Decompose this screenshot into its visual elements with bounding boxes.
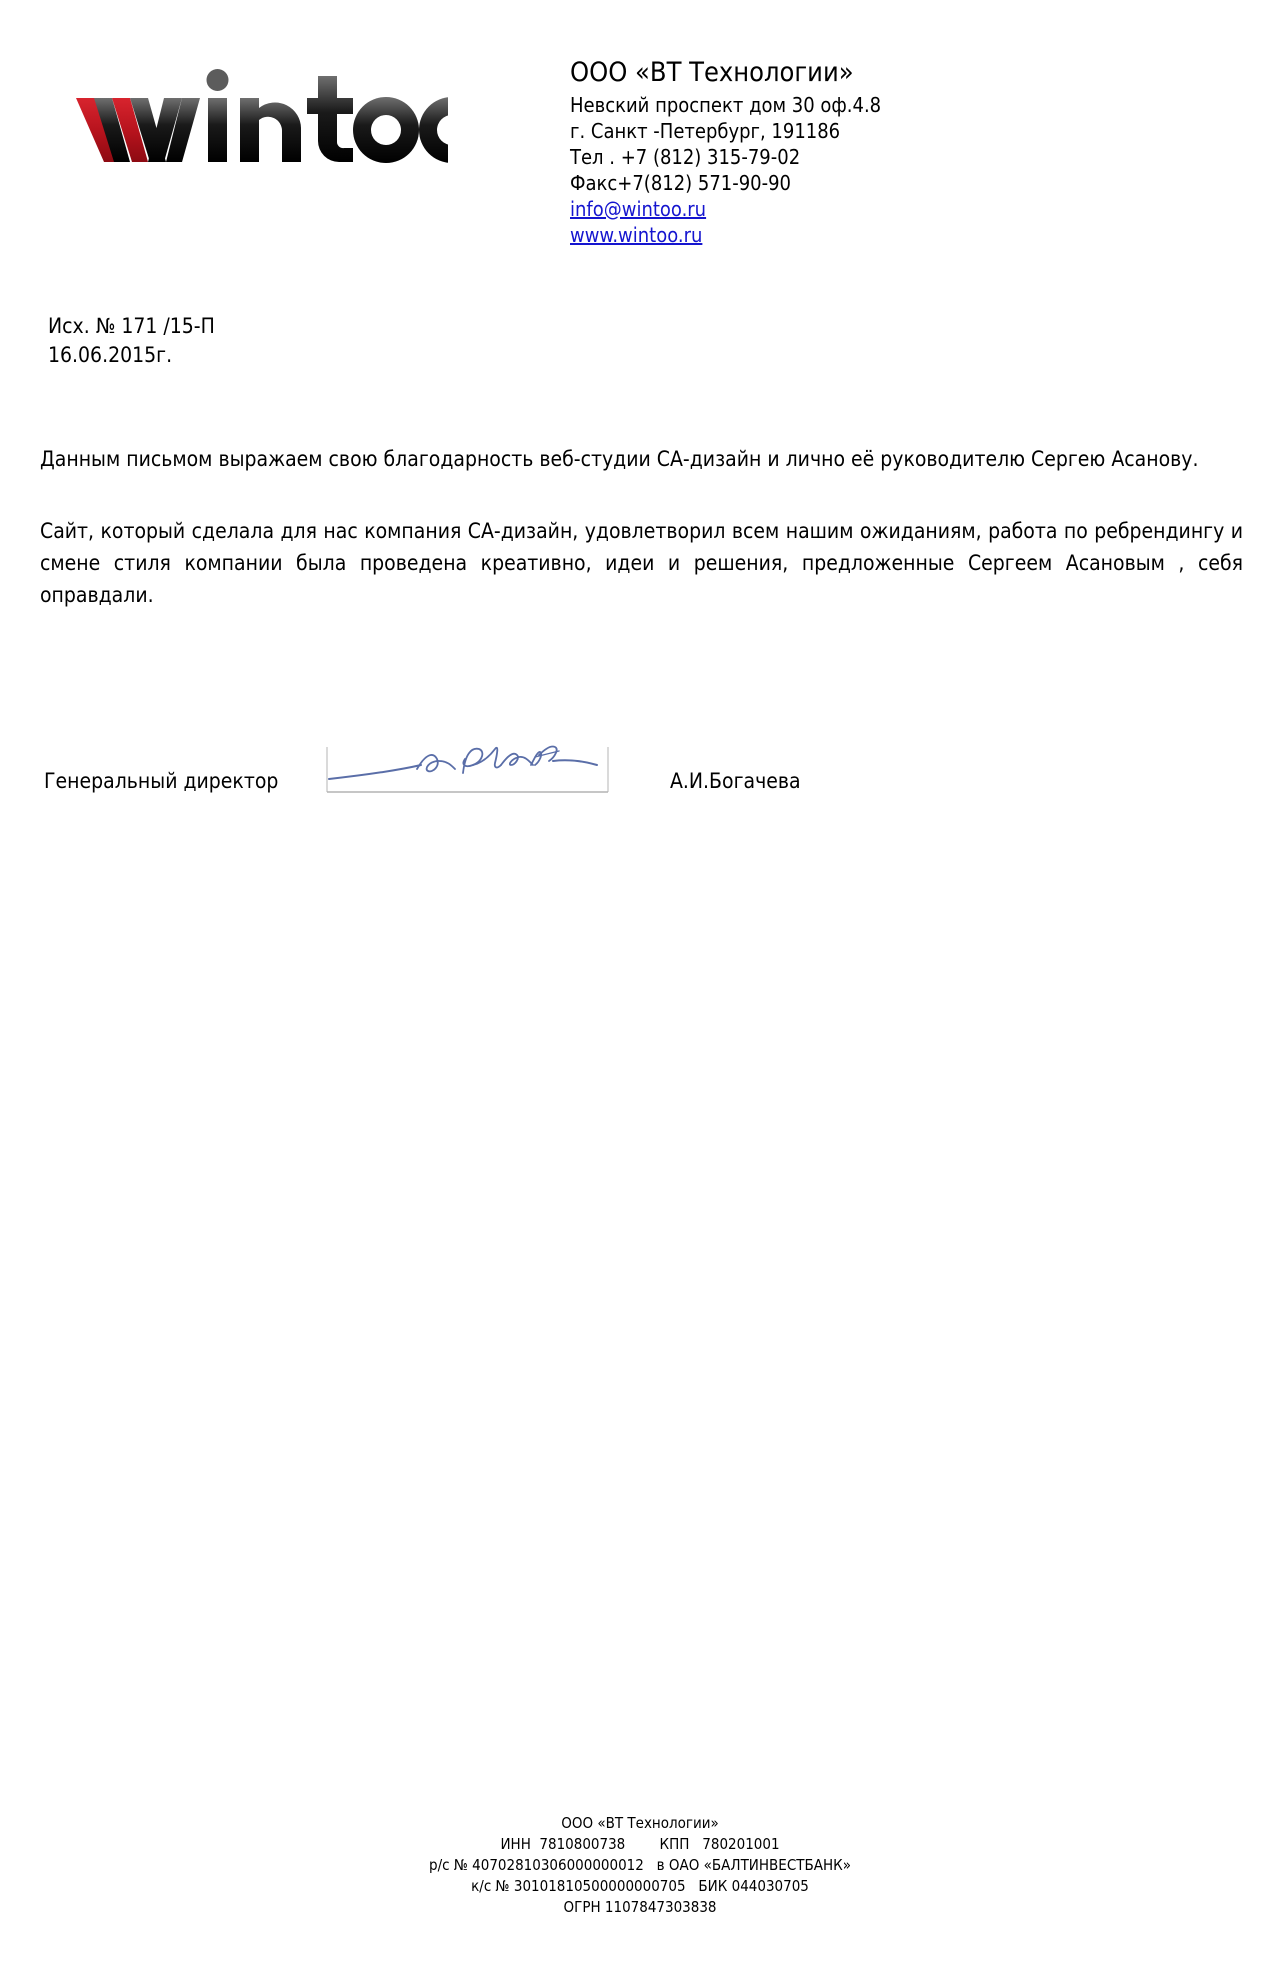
footer-company-name: ООО «ВТ Технологии» (561, 1814, 719, 1832)
letter-date: 16.06.2015г. (48, 343, 173, 367)
wintoo-logo-icon (68, 58, 448, 168)
company-address-line-2: г. Санкт -Петербург, 191186 (570, 119, 841, 143)
paragraph-spacer (40, 475, 1243, 515)
signatory-name: А.И.Богачева (670, 769, 801, 793)
handwritten-signature-icon (325, 735, 610, 797)
body-paragraph-1: Данным письмом выражаем свою благодарность веб-студии СА-дизайн и лично её руководителю Сергею Асанову. (40, 447, 1199, 471)
company-phone: Тел . +7 (812) 315-79-02 (570, 145, 801, 169)
company-info (570, 56, 1190, 248)
footer-ogrn: ОГРН 1107847303838 (563, 1898, 717, 1916)
company-logo (68, 58, 448, 168)
signatory-title: Генеральный директор (44, 769, 279, 793)
footer-correspondent-account: к/с № 30101810500000000705 БИК 044030705 (471, 1877, 809, 1895)
letter-body (40, 443, 1243, 611)
footer-settlement-account: р/с № 40702810306000000012 в ОАО «БАЛТИНВЕСТБАНК» (429, 1856, 851, 1874)
letterhead-header (0, 48, 1280, 258)
company-fax: Факс+7(812) 571-90-90 (570, 171, 791, 195)
company-website-link[interactable]: www.wintoo.ru (570, 223, 703, 247)
reference-block (48, 312, 468, 370)
company-name: ООО «ВТ Технологии» (570, 57, 854, 88)
footer-inn-kpp: ИНН 7810800738 КПП 780201001 (500, 1835, 780, 1853)
outgoing-number: Исх. № 171 /15-П (48, 314, 215, 338)
signature-row (0, 735, 1280, 845)
company-email-link[interactable]: info@wintoo.ru (570, 197, 707, 221)
body-paragraph-2: Сайт, который сделала для нас компания СА-дизайн, удовлетворил всем нашим ожиданиям, работа по ребрендингу и смене стиля компании была проведена креативно, идеи и решения, предложенные Сергеем Асановым , себя оправдали. (40, 519, 1243, 607)
company-address-line-1: Невский проспект дом 30 оф.4.8 (570, 93, 882, 117)
letterhead-footer (0, 1813, 1280, 1918)
